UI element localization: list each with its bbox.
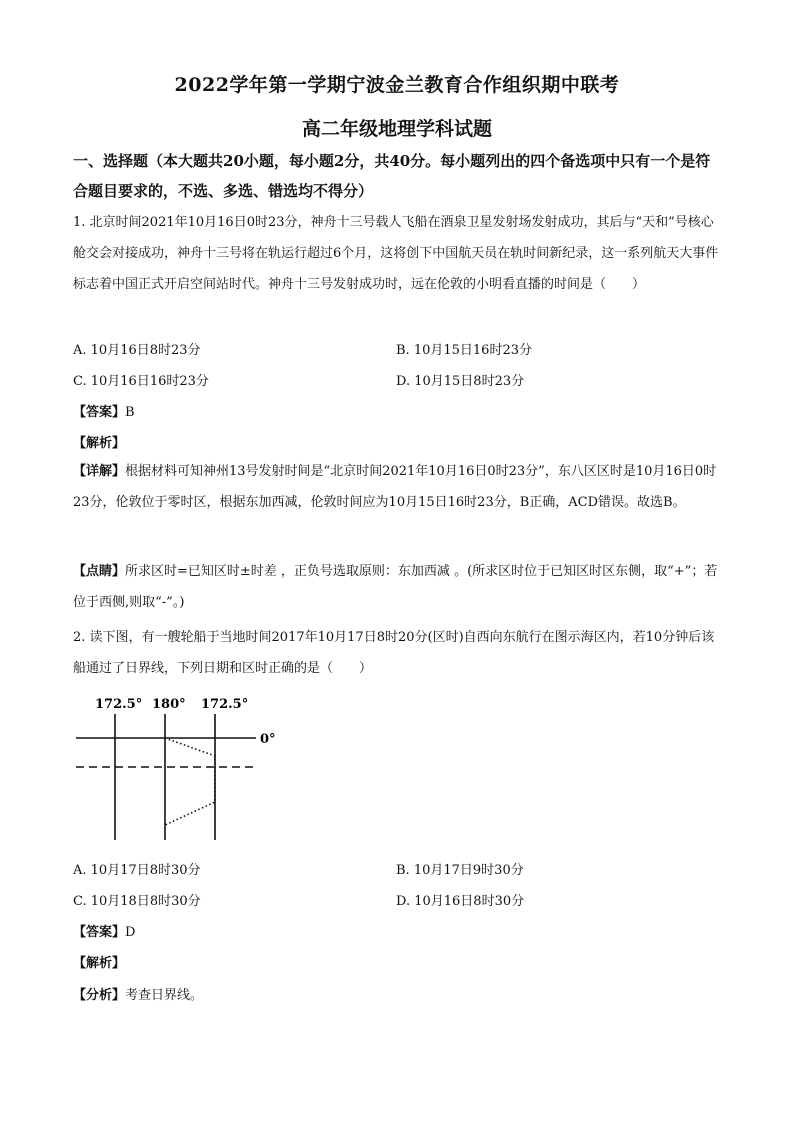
q2-option-d: D. 10月16日8时30分 bbox=[396, 894, 525, 909]
dateline-diagram bbox=[70, 690, 290, 840]
q1-option-a: A. 10月16日8时23分 bbox=[73, 343, 201, 358]
q2-option-c: C. 10月18日8时30分 bbox=[73, 894, 201, 909]
tip-text: 所求区时=已知区时±时差 ，正负号选取原则：东加西减 。(所求区时位于已知区时区东侧，取“+”；若位于西侧,则取“-”。) bbox=[73, 564, 718, 610]
detail-tag: 【详解】 bbox=[73, 464, 126, 479]
lon-label-180: 180° bbox=[152, 697, 186, 712]
equator-label: 0° bbox=[260, 732, 276, 747]
q2-answer bbox=[73, 921, 135, 940]
q1-option-c: C. 10月16日16时23分 bbox=[73, 374, 209, 389]
answer-value: B bbox=[125, 405, 135, 420]
exam-subtitle: 高二年级地理学科试题 bbox=[301, 118, 492, 140]
international-date-line bbox=[165, 738, 215, 825]
q1-analysis-tag bbox=[73, 432, 125, 451]
lon-label-east: 172.5° bbox=[201, 697, 249, 712]
q1-option-b: B. 10月15日16时23分 bbox=[396, 343, 532, 358]
q2-fenxi bbox=[73, 984, 203, 1003]
q1-detail bbox=[73, 456, 723, 518]
tip-tag: 【点睛】 bbox=[73, 564, 126, 579]
analysis-tag: 【解析】 bbox=[73, 436, 126, 451]
question-2-stem: 2. 读下图，有一艘轮船于当地时间2017年10月17日8时20分(区时)自西向东航行在图示海区内，若10分钟后该船通过了日界线，下列日期和区时正确的是（ ） bbox=[73, 630, 715, 676]
answer-value: D bbox=[125, 925, 136, 940]
q2-option-a: A. 10月17日8时30分 bbox=[73, 863, 201, 878]
q2-option-b: B. 10月17日9时30分 bbox=[396, 863, 524, 878]
q1-answer bbox=[73, 401, 135, 420]
detail-text: 根据材料可知神州13号发射时间是“北京时间2021年10月16日0时23分”，东八区区时是10月16日0时23分，伦敦位于零时区，根据东加西减，伦敦时间应为10月15日16时23分，B正确，ACD错误。故选B。 bbox=[73, 464, 717, 510]
question-1-stem: 1. 北京时间2021年10月16日0时23分，神舟十三号载人飞船在酒泉卫星发射场发射成功，其后与“天和”号核心舱交会对接成功，神舟十三号将在轨运行超过6个月，这将创下中国航天员在轨时间新纪录，这一系列航天大事件标志着中国正式开启空间站时代。神舟十三号发射成功时，远在伦敦的小明看直播的时间是（ ） bbox=[73, 215, 719, 292]
exam-title: 2022学年第一学期宁波金兰教育合作组织期中联考 bbox=[174, 74, 620, 96]
answer-tag: 【答案】 bbox=[73, 405, 126, 420]
q2-analysis-tag bbox=[73, 952, 125, 971]
answer-tag: 【答案】 bbox=[73, 925, 126, 940]
fenxi-text: 考查日界线。 bbox=[125, 988, 204, 1003]
lon-label-west: 172.5° bbox=[95, 697, 143, 712]
q1-tip bbox=[73, 556, 723, 618]
analysis-tag: 【解析】 bbox=[73, 956, 126, 971]
section-heading: 一、选择题（本大题共20小题，每小题2分，共40分。每小题列出的四个备选项中只有一个是符合题目要求的，不选、多选、错选均不得分） bbox=[73, 152, 711, 200]
q1-option-d: D. 10月15日8时23分 bbox=[396, 374, 525, 389]
fenxi-tag: 【分析】 bbox=[73, 988, 126, 1003]
